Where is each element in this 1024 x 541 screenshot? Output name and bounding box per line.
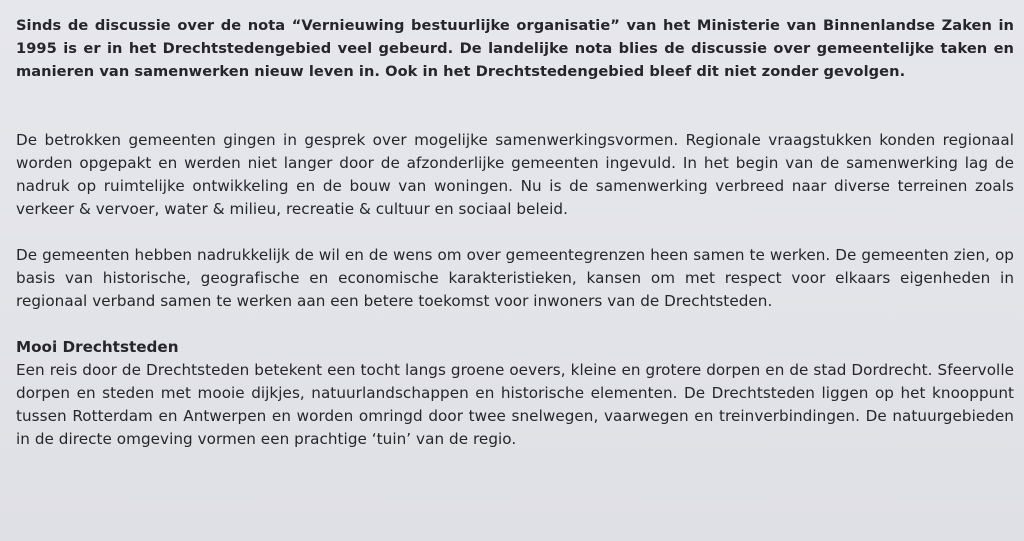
body-paragraph-2: De gemeenten hebben nadrukkelijk de wil en de wens om over gemeentegrenzen heen samen te werken. De gemeenten zien, op basis van historische, geografische en economische karakteristieken, kansen om met respect voor elkaars eigenheden in regionaal verband samen te werken aan een betere toekomst voor inwoners van de Drechtsteden. — [16, 246, 1014, 310]
intro-paragraph: Sinds de discussie over de nota “Vernieuwing bestuurlijke organisatie” van het Ministerie van Binnenlandse Zaken in 1995 is er in het Drechtstedengebied veel gebeurd. De landelijke nota blies de discussie over gemeentelijke taken en manieren van samenwerken nieuw leven in. Ook in het Drechtstedengebied bleef dit niet zonder gevolgen. — [16, 17, 1014, 80]
section-body: Een reis door de Drechtsteden betekent een tocht langs groene oevers, kleine en grotere dorpen en de stad Dordrecht. Sfeervolle dorpen en steden met mooie dijkjes, natuurlandschappen en historische elementen. De Drechtsteden liggen op het knooppunt tussen Rotterdam en Antwerpen en worden omringd door twee snelwegen, vaarwegen en treinverbindingen. De natuurgebieden in de directe omgeving vormen een prachtige ‘tuin’ van de regio. — [16, 361, 1014, 448]
body-paragraph-1: De betrokken gemeenten gingen in gesprek over mogelijke samenwerkingsvormen. Regionale vraagstukken konden regionaal worden opgepakt en werden niet langer door de afzonderlijke gemeenten ingevuld. In het begin van de samenwerking lag de nadruk op ruimtelijke ontwikkeling en de bouw van woningen. Nu is de samenwerking verbreed naar diverse terreinen zoals verkeer & vervoer, water & milieu, recreatie & cultuur en sociaal beleid. — [16, 131, 1014, 218]
section-heading: Mooi Drechtsteden — [16, 338, 179, 356]
section-mooi-drechtsteden — [16, 336, 1014, 451]
